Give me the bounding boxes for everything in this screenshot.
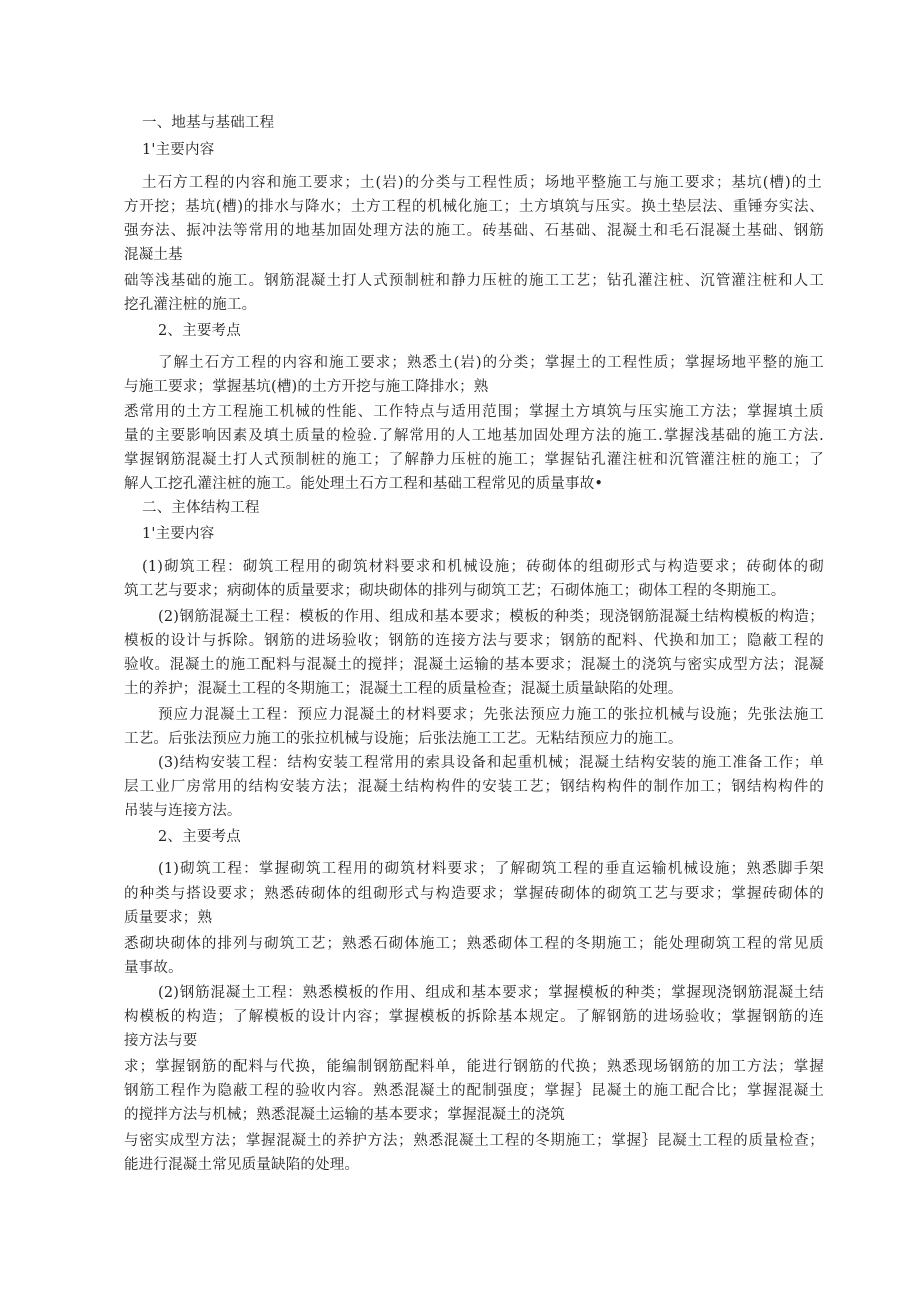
paragraph-line: 的搅拌方法与机械；熟悉混凝土运输的基本要求；掌握混凝土的浇筑	[124, 1107, 565, 1123]
paragraph-line: 验收。混凝土的施工配料与混凝土的搅拌；混凝土运输的基本要求；混凝土的浇筑与密实成型方法；混凝	[124, 657, 824, 673]
paragraph-line: 悉砌块砌体的排列与砌筑工艺；熟悉石砌体施工；熟悉砌体工程的冬期施工；能处理砌筑工程的常见质	[124, 936, 824, 952]
paragraph-line: 的种类与搭设要求；熟悉砖砌体的组砌形式与构造要求；掌握砖砌体的砌筑工艺与要求；掌握砖砌体的	[124, 886, 824, 902]
paragraph-line: 层工业厂房常用的结构安装方法；混凝土结构构件的安装工艺；钢结构构件的制作加工；钢结构构件的	[124, 779, 824, 795]
paragraph-line: 吊装与连接方法。	[124, 803, 242, 819]
paragraph-line: 能进行混凝土常见质量缺陷的处理。	[124, 1157, 360, 1173]
paragraph-line: 接方法与要	[124, 1033, 198, 1049]
paragraph-line: 掌握钢筋混凝土打人式预制桩的施工；了解静力压桩的施工；掌握钻孔灌注桩和沉管灌注桩的施工；了	[124, 452, 824, 468]
paragraph-line: 工艺。后张法预应力施工的张拉机械与设施；后张法施工工艺。无粘结预应力的施工。	[124, 731, 683, 747]
paragraph-line: 方开挖；基坑(槽)的排水与降水；土方工程的机械化施工；土方填筑与压实。换土垫层法、重锤夯实法、	[124, 199, 824, 215]
paragraph-line: 钢筋工程作为隐蔽工程的验收内容。熟悉混凝土的配制强度；掌握｝昆凝土的施工配合比；掌握混凝土	[124, 1083, 824, 1099]
paragraph-line: 悉常用的土方工程施工机械的性能、工作特点与适用范围；掌握土方填筑与压实施工方法；掌握填土质	[124, 404, 824, 420]
paragraph-line: 构模板的构造；了解模板的设计内容；掌握模板的拆除基本规定。了解钢筋的进场验收；掌握钢筋的连	[124, 1009, 824, 1025]
subheading-main-content: 1'主要内容	[142, 526, 215, 542]
paragraph-line: 了解土石方工程的内容和施工要求；熟悉土(岩)的分类；掌握土的工程性质；掌握场地平整的施工	[158, 355, 824, 371]
paragraph-line: (3)结构安装工程：结构安装工程常用的索具设备和起重机械；混凝土结构安装的施工准备工作；单	[158, 755, 824, 771]
paragraph-line: 土石方工程的内容和施工要求；土(岩)的分类与工程性质；场地平整施工与施工要求；基坑(槽)的土	[142, 175, 822, 191]
paragraph-line: 挖孔灌注桩的施工。	[124, 297, 257, 313]
paragraph-line: (1)砌筑工程：砌筑工程用的砌筑材料要求和机械设施；砖砌体的组砌形式与构造要求；砖砌体的砌	[142, 559, 824, 575]
subheading-key-points: 2、主要考点	[158, 323, 241, 339]
paragraph-line: 混凝土基	[124, 247, 183, 263]
subheading-key-points: 2、主要考点	[158, 829, 241, 845]
subheading-main-content: 1'主要内容	[142, 142, 215, 158]
paragraph-line: 筑工艺与要求；病砌体的质量要求；砌块砌体的排列与砌筑工艺；石砌体施工；砌体工程的冬期施工。	[124, 583, 786, 599]
paragraph-line: 土的养护；混凝土工程的冬期施工；混凝土工程的质量检查；混凝土质量缺陷的处理。	[124, 681, 683, 697]
paragraph-line: 量的主要影响因素及填土质量的检验.了解常用的人工地基加固处理方法的施工.掌握浅基础的施工方法.	[124, 428, 824, 444]
paragraph-line: (2)钢筋混凝土工程：模板的作用、组成和基本要求；模板的种类；现浇钢筋混凝土结构模板的构造；	[158, 609, 824, 625]
paragraph-line: (1)砌筑工程：掌握砌筑工程用的砌筑材料要求；了解砌筑工程的垂直运输机械设施；熟悉脚手架	[158, 861, 824, 877]
section-heading-main-structure: 二、主体结构工程	[142, 500, 260, 516]
paragraph-line: 与密实成型方法；掌握混凝土的养护方法；熟悉混凝土工程的冬期施工；掌握｝昆凝土工程的质量检查；	[124, 1133, 824, 1149]
paragraph-line: 与施工要求；掌握基坑(槽)的土方开挖与施工降排水；熟	[124, 379, 489, 395]
paragraph-line: 模板的设计与拆除。钢筋的进场验收；钢筋的连接方法与要求；钢筋的配料、代换和加工；隐蔽工程的	[124, 633, 824, 649]
paragraph-line: 量事故。	[124, 960, 183, 976]
paragraph-line: (2)钢筋混凝土工程：熟悉模板的作用、组成和基本要求；掌握模板的种类；掌握现浇钢筋混凝土结	[158, 985, 824, 1001]
paragraph-line: 预应力混凝土工程：预应力混凝土的材料要求；先张法预应力施工的张拉机械与设施；先张法施工	[158, 707, 824, 723]
paragraph-line: 质量要求；熟	[124, 910, 213, 926]
paragraph-line: 解人工挖孔灌注桩的施工。能处理土石方工程和基础工程常见的质量事故•	[124, 476, 604, 492]
section-heading-foundation: 一、地基与基础工程	[142, 115, 275, 131]
paragraph-line: 础等浅基础的施工。钢筋混凝土打人式预制桩和静力压桩的施工工艺；钻孔灌注桩、沉管灌注桩和人工	[124, 273, 824, 289]
paragraph-line: 强夯法、振冲法等常用的地基加固处理方法的施工。砖基础、石基础、混凝土和毛石混凝土基础、钢筋	[124, 223, 824, 239]
paragraph-line: 求；掌握钢筋的配料与代换，能编制钢筋配料单，能进行钢筋的代换；熟悉现场钢筋的加工方法；掌握	[124, 1059, 824, 1075]
